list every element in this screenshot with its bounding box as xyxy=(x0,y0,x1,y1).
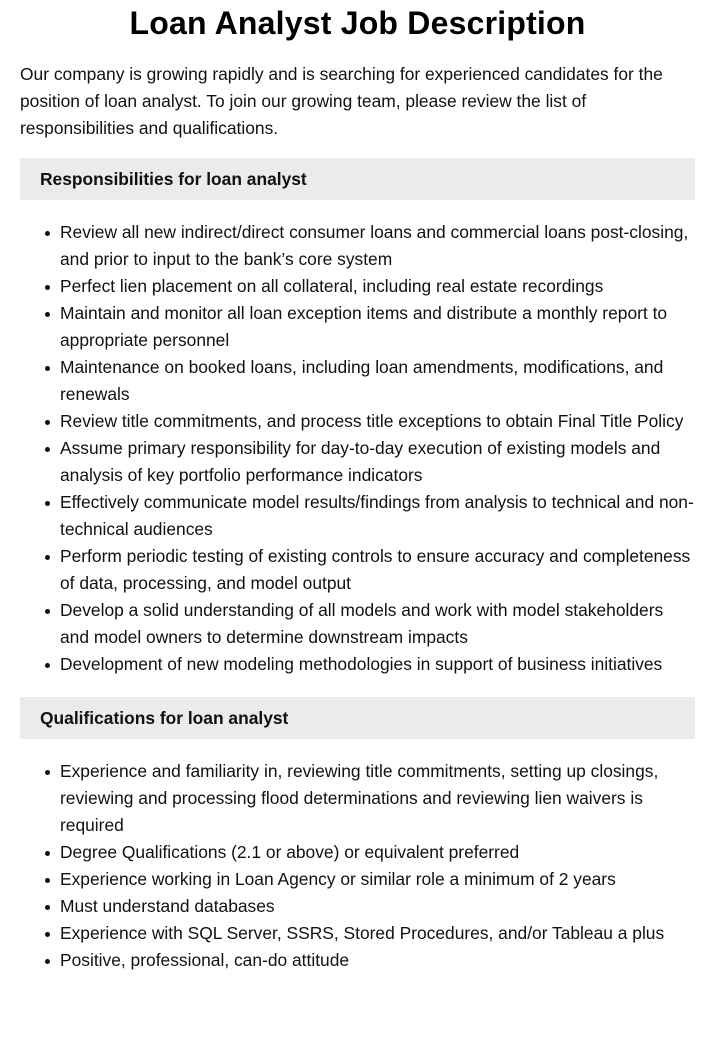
responsibilities-heading: Responsibilities for loan analyst xyxy=(20,158,695,200)
list-item: Positive, professional, can-do attitude xyxy=(60,947,695,974)
page-title: Loan Analyst Job Description xyxy=(129,5,586,41)
list-item: Experience and familiarity in, reviewing title commitments, setting up closings, reviewing and processing flood determinations and reviewing lien waivers is required xyxy=(60,758,695,839)
list-item: Maintain and monitor all loan exception items and distribute a monthly report to appropriate personnel xyxy=(60,300,695,354)
list-item: Experience with SQL Server, SSRS, Stored Procedures, and/or Tableau a plus xyxy=(60,920,695,947)
list-item: Experience working in Loan Agency or similar role a minimum of 2 years xyxy=(60,866,695,893)
responsibilities-list xyxy=(20,219,695,678)
list-item: Effectively communicate model results/findings from analysis to technical and non-technical audiences xyxy=(60,489,695,543)
list-item: Maintenance on booked loans, including loan amendments, modifications, and renewals xyxy=(60,354,695,408)
list-item: Degree Qualifications (2.1 or above) or equivalent preferred xyxy=(60,839,695,866)
list-item: Assume primary responsibility for day-to-day execution of existing models and analysis of key portfolio performance indicators xyxy=(60,435,695,489)
qualifications-heading: Qualifications for loan analyst xyxy=(20,697,695,739)
list-item: Perform periodic testing of existing controls to ensure accuracy and completeness of data, processing, and model output xyxy=(60,543,695,597)
list-item: Develop a solid understanding of all models and work with model stakeholders and model owners to determine downstream impacts xyxy=(60,597,695,651)
qualifications-list xyxy=(20,758,695,974)
list-item: Review all new indirect/direct consumer loans and commercial loans post-closing, and prior to input to the bank’s core system xyxy=(60,219,695,273)
list-item: Must understand databases xyxy=(60,893,695,920)
intro-paragraph: Our company is growing rapidly and is searching for experienced candidates for the position of loan analyst. To join our growing team, please review the list of responsibilities and qualifications. xyxy=(20,64,663,138)
list-item: Review title commitments, and process title exceptions to obtain Final Title Policy xyxy=(60,408,695,435)
list-item: Perfect lien placement on all collateral, including real estate recordings xyxy=(60,273,695,300)
list-item: Development of new modeling methodologies in support of business initiatives xyxy=(60,651,695,678)
